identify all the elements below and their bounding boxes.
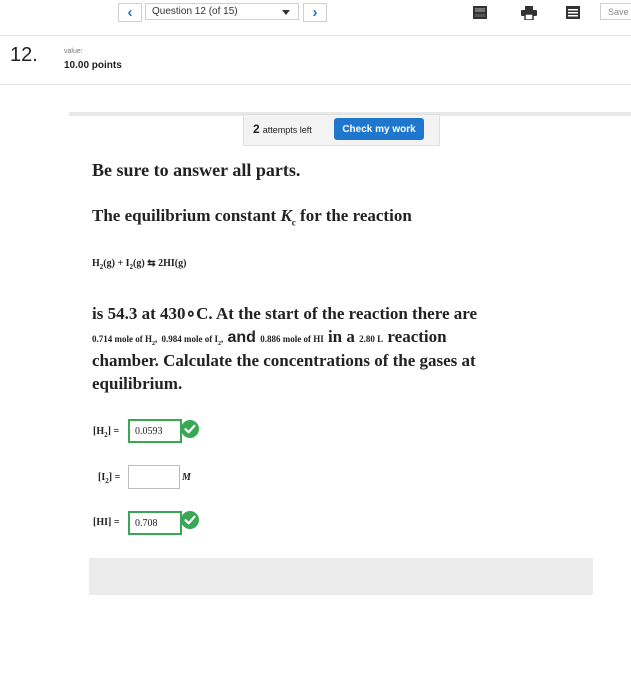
amount-i2: 0.984 mole of $I_2$, [161,334,224,347]
eq-part2: (g) ⇆ 2HI(g) [133,258,187,269]
footer-panel [89,558,593,595]
question-points: 10.00 points [64,60,122,71]
value-label: value: [64,48,83,55]
hi-concentration-input[interactable]: 0.708 [128,511,182,535]
question-intro [92,206,412,227]
attempts-left [253,122,312,136]
word-reaction: reaction [387,327,447,346]
answer-label-h2: $[H_2]$ = [93,426,120,439]
h2-concentration-input[interactable]: 0.0593 [128,419,182,443]
top-divider [0,35,631,36]
top-navigation [0,0,631,30]
calculator-icon[interactable] [473,6,487,24]
check-my-work-button[interactable]: Check my work [334,118,424,140]
chevron-right-icon: › [312,3,318,21]
question-select-label: Question 12 (of 15) [152,6,238,17]
eq-h2-sub: 2 [99,263,104,271]
intro-tail: for the reaction [300,206,412,225]
word-and: and [227,329,256,346]
chevron-left-icon: ‹ [127,3,133,21]
reaction-equation [92,258,186,271]
k-symbol: K [280,206,292,225]
volume: 2.80 L [359,334,384,344]
amount-h2: 0.714 mole of $H_2$, [92,334,158,347]
question-body-line1: is 54.3 at 430∘C. At the start of the reaction there are [92,304,478,323]
print-icon[interactable] [521,6,537,25]
amount-hi: 0.886 mole of HI [260,334,324,344]
answer-label-i2: $[I_2]$ = [98,472,121,485]
save-button[interactable]: Save [600,3,631,20]
question-body-line3: chamber. Calculate the concentrations of the gases at [92,351,476,370]
question-number: 12. [10,44,38,66]
check-circle-icon [181,511,199,534]
next-question-button[interactable] [303,3,327,22]
eq-h2: H [92,258,100,269]
attempts-count: 2 [253,122,260,136]
question-body-line4: equilibrium. [92,374,183,393]
word-in-a: in a [327,327,355,346]
prev-question-button[interactable] [118,3,142,22]
caret-down-icon [282,10,290,15]
header-divider [0,84,631,85]
k-subscript: c [291,217,296,228]
question-select[interactable] [145,3,299,20]
attempts-label: attempts left [262,125,312,135]
eq-part1: (g) + I [103,258,130,269]
references-icon[interactable] [566,6,580,24]
unit-label: M [182,472,191,483]
intro-lead: The equilibrium constant [92,206,277,225]
answer-label-hi: [HI] = [93,517,120,528]
check-circle-icon [181,420,199,443]
eq-i2-sub: 2 [129,263,134,271]
instruction-text: Be sure to answer all parts. [92,160,301,180]
i2-concentration-input[interactable] [128,465,180,489]
